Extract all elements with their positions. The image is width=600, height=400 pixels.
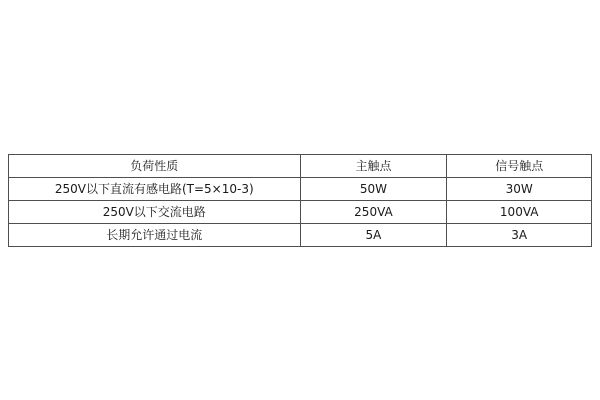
cell-main-ac-circuit: 250VA <box>300 201 447 224</box>
table-row <box>9 178 592 201</box>
spec-table <box>8 154 592 247</box>
table-row <box>9 201 592 224</box>
header-cell-load-nature: 负荷性质 <box>9 155 301 178</box>
header-cell-signal-contact: 信号触点 <box>447 155 592 178</box>
cell-load-dc-inductive: 250V以下直流有感电路(T=5×10-3) <box>9 178 301 201</box>
table-row <box>9 224 592 247</box>
cell-main-dc-inductive: 50W <box>300 178 447 201</box>
cell-signal-long-term-current: 3A <box>447 224 592 247</box>
contact-load-spec-table <box>8 154 592 247</box>
cell-signal-ac-circuit: 100VA <box>447 201 592 224</box>
cell-load-long-term-current: 长期允许通过电流 <box>9 224 301 247</box>
table-header-row <box>9 155 592 178</box>
cell-signal-dc-inductive: 30W <box>447 178 592 201</box>
cell-load-ac-circuit: 250V以下交流电路 <box>9 201 301 224</box>
cell-main-long-term-current: 5A <box>300 224 447 247</box>
header-cell-main-contact: 主触点 <box>300 155 447 178</box>
